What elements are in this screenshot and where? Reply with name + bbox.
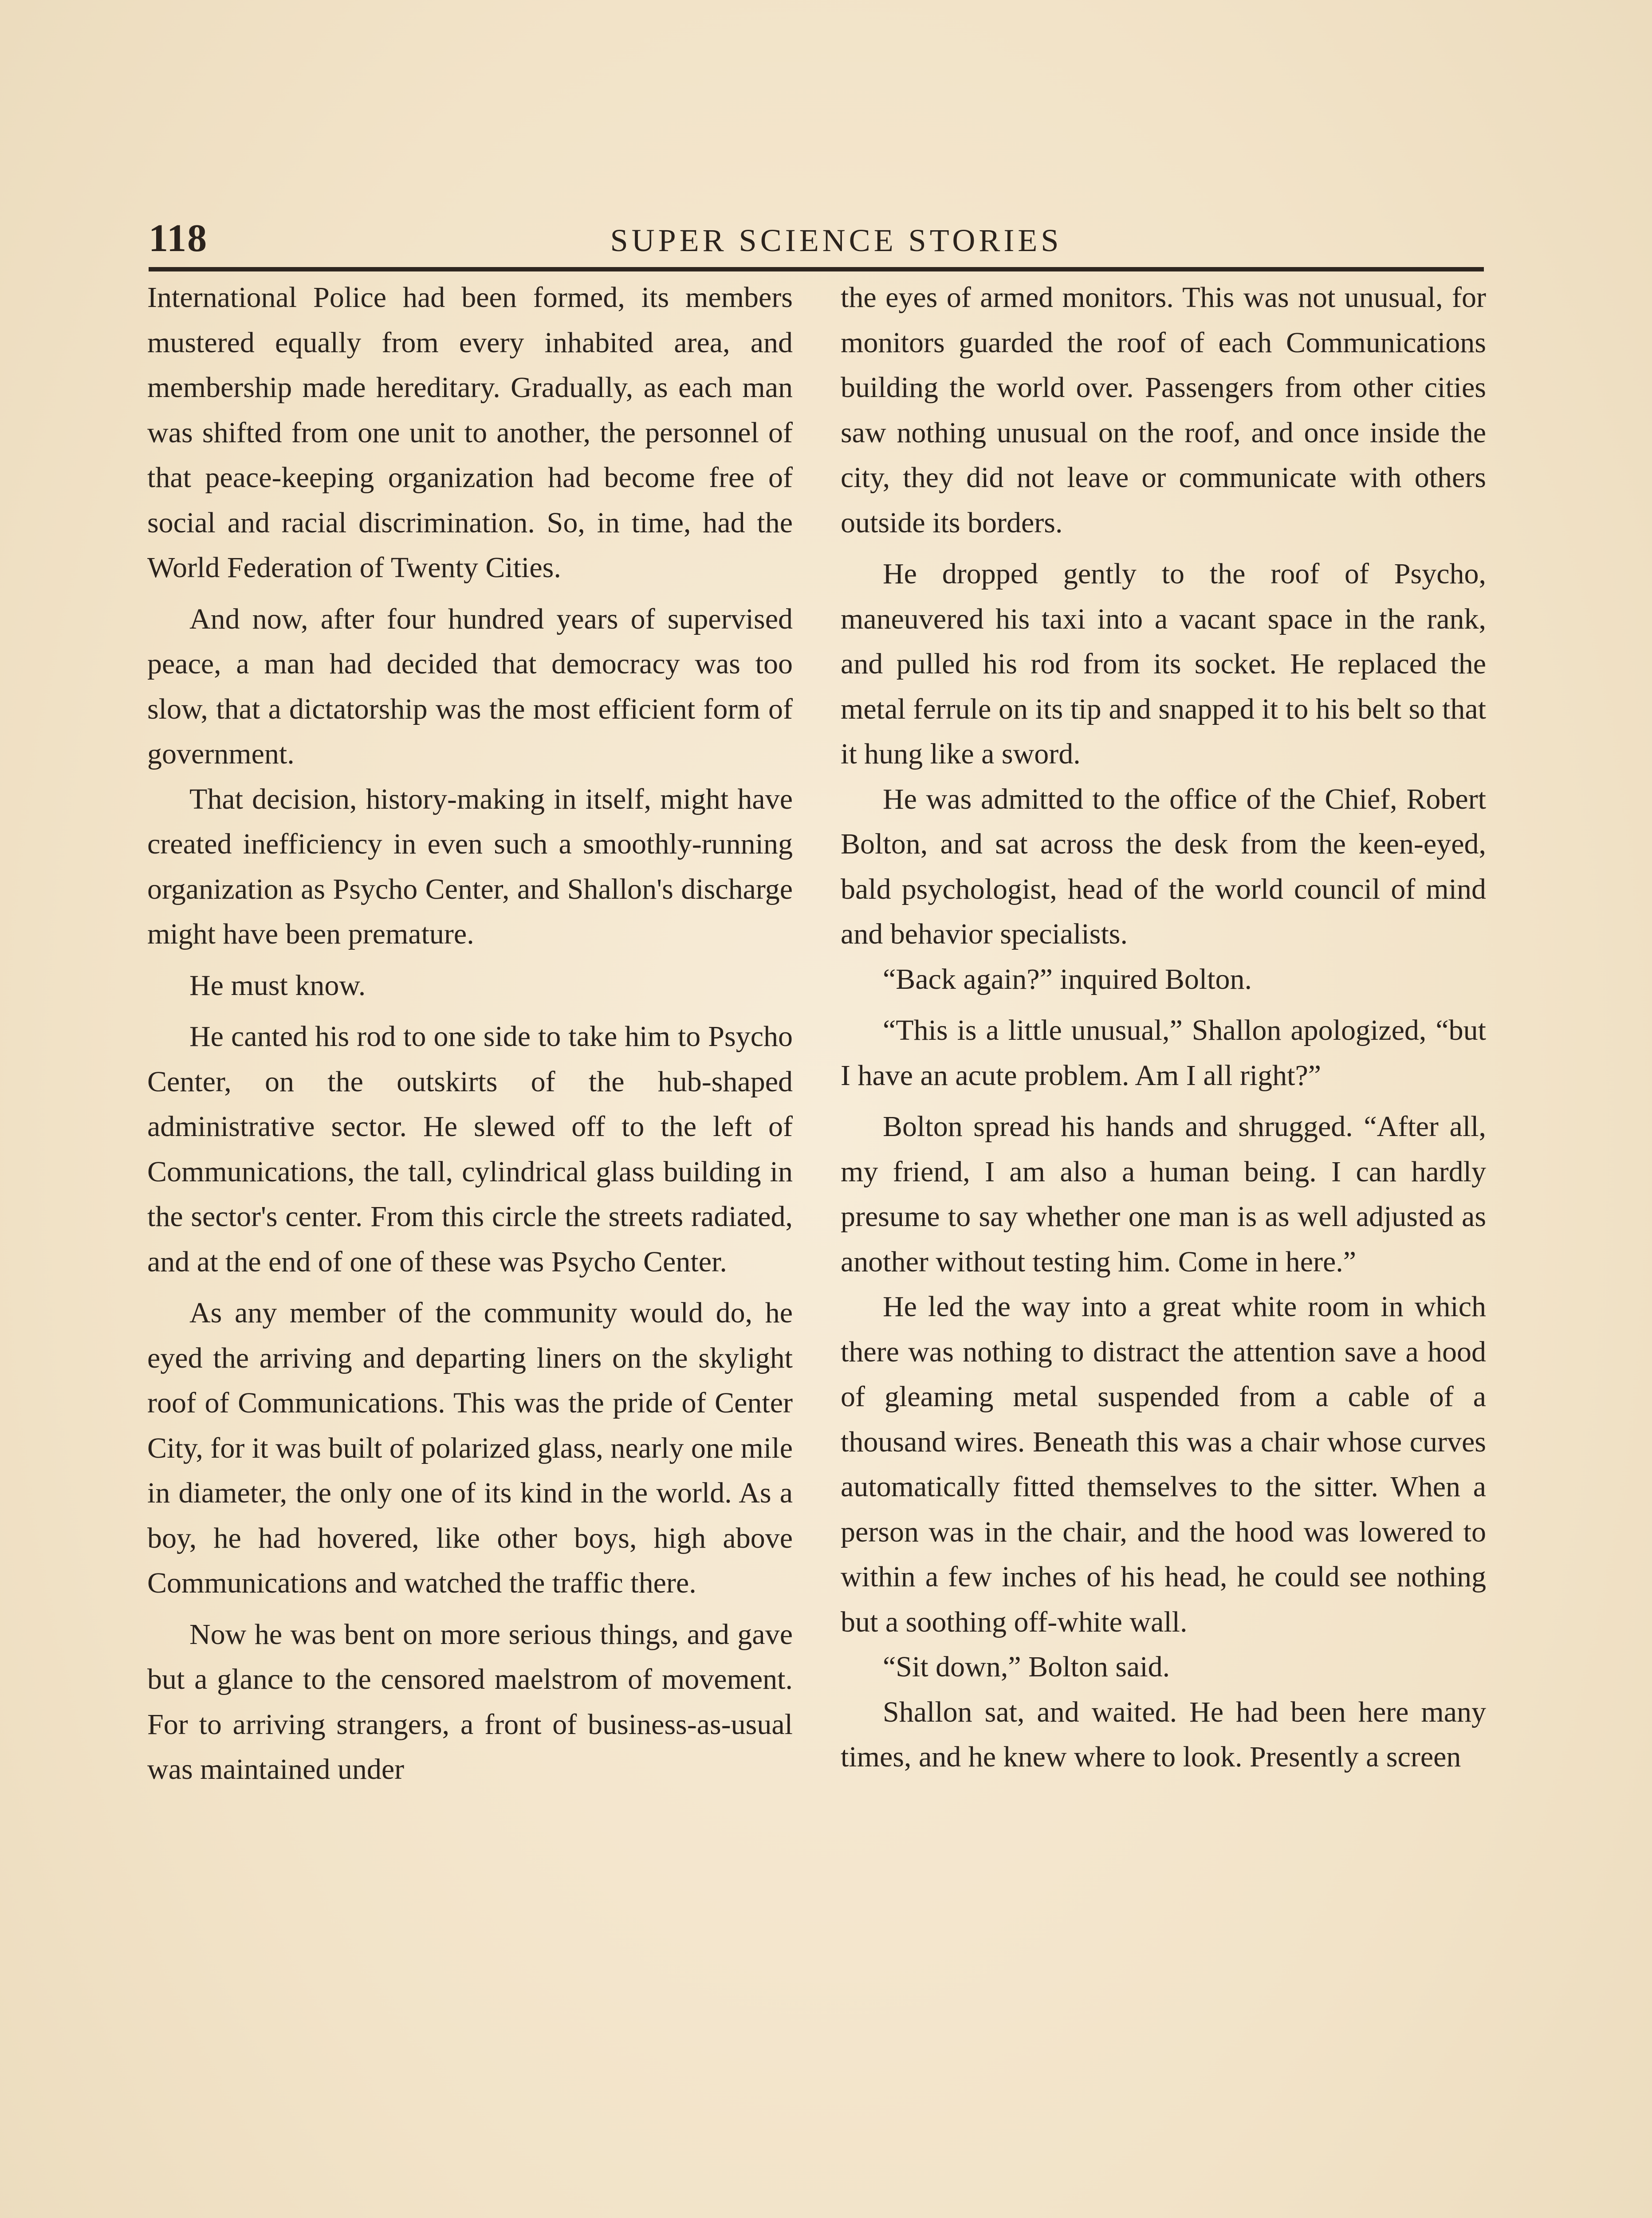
paragraph: And now, after four hundred years of supervised peace, a man had decided that democracy was too slow, that a dictatorship was the most efficient form of government. (147, 602, 793, 770)
paragraph: Now he was bent on more serious things, and gave but a glance to the censored maelstrom of movement. For to arriving strangers, a front of business-as-usual was maintained under (147, 1618, 793, 1785)
paragraph: “Back again?” inquired Bolton. (883, 963, 1252, 995)
paragraph: Bolton spread his hands and shrugged. “After all, my friend, I am also a human being. I can hardly presume to say whether one man is as well adjusted as another without testing him. Come in here.” (841, 1110, 1486, 1278)
paragraph: He led the way into a great white room in which there was nothing to distract the attention save a hood of gleaming metal suspended from a cable of a thousand wires. Beneath this was a chair whose curves automatically fitted themselves to the sitter. When a person was in the chair, and the hood was lowered to within a few inches of his head, he could see nothing but a soothing off-white wall. (841, 1290, 1486, 1638)
paragraph: As any member of the community would do, he eyed the arriving and departing liners on the skylight roof of Communications. This was the pride of Center City, for it was built of polarized glass, nearly one mile in diameter, the only one of its kind in the world. As a boy, he had hovered, like other boys, high above Communications and watched the traffic there. (147, 1297, 793, 1599)
paragraph: “Sit down,” Bolton said. (883, 1651, 1170, 1683)
paragraph: He canted his rod to one side to take him to Psycho Center, on the outskirts of the hub-shaped administrative sector. He slewed off to the left of Communications, the tall, cylindrical glass building in the sector's center. From this circle the streets radiated, and at the end of one of these was Psycho Center. (147, 1020, 793, 1278)
paragraph: International Police had been formed, its members mustered equally from every inhabited area, and membership made hereditary. Gradually, as each man was shifted from one unit to another, the personnel of that peace-keeping organization had become free of social and racial discrimination. So, in time, had the World Federation of Twenty Cities. (147, 281, 793, 584)
paragraph: He must know. (189, 969, 366, 1002)
page-number: 118 (149, 217, 208, 260)
paragraph: “This is a little unusual,” Shallon apologized, “but I have an acute problem. Am I all right?” (841, 1014, 1486, 1092)
paragraph: He dropped gently to the roof of Psycho, maneuvered his taxi into a vacant space in the rank, and pulled his rod from its socket. He replaced the metal ferrule on its tip and snapped it to his belt so that it hung like a sword. (841, 558, 1486, 770)
left-text-column (147, 275, 793, 2218)
right-text-column (841, 275, 1486, 2218)
paragraph: the eyes of armed monitors. This was not unusual, for monitors guarded the roof of each Communications building the world over. Passengers from other cities saw nothing unusual on the roof, and once inside the city, they did not leave or communicate with others outside its borders. (841, 281, 1486, 539)
paragraph: He was admitted to the office of the Chief, Robert Bolton, and sat across the desk from the keen-eyed, bald psychologist, head of the world council of mind and behavior specialists. (841, 783, 1486, 950)
paragraph: That decision, history-making in itself, might have created inefficiency in even such a smoothly-running organization as Psycho Center, and Shallon's discharge might have been premature. (147, 783, 793, 950)
paragraph: Shallon sat, and waited. He had been here many times, and he knew where to look. Presently a screen (841, 1695, 1486, 1773)
page-header (149, 205, 1484, 271)
running-title: SUPER SCIENCE STORIES (610, 223, 1062, 258)
